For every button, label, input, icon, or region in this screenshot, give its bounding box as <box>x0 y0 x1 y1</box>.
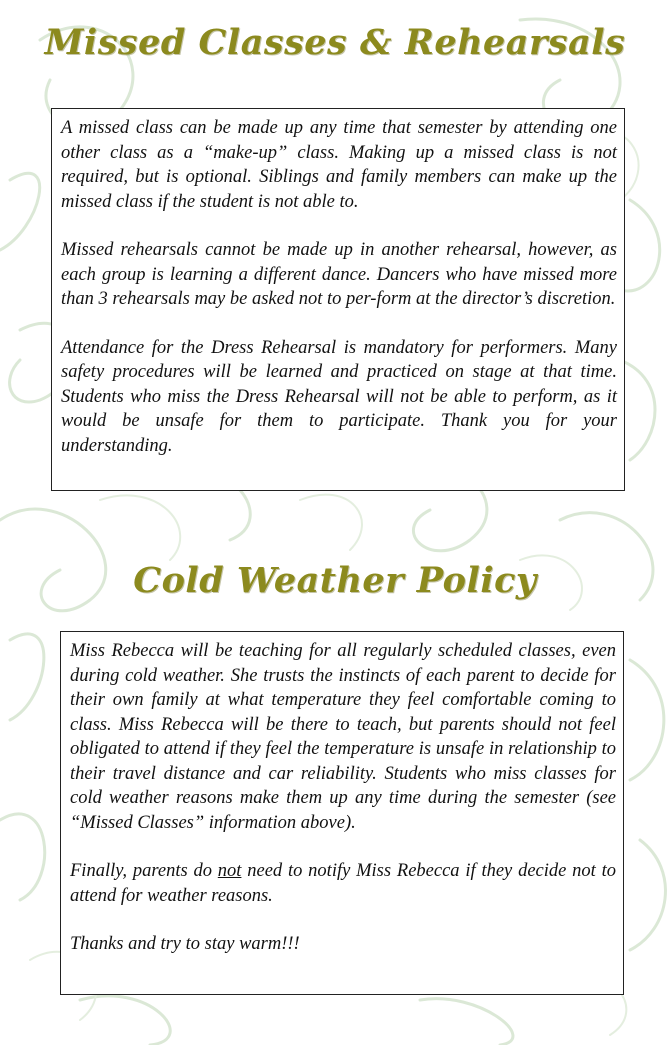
paragraph: Thanks and try to stay warm!!! <box>70 934 300 954</box>
cold-weather-text-box <box>60 631 624 995</box>
paragraph: A missed class can be made up any time that semester by attending one other class as a “make-up” class. Making up a missed class is not required, but is optional. Siblings and family members can make up the missed class if the student is not able to. <box>61 118 617 212</box>
underlined-word: not <box>217 861 242 881</box>
text-span: Finally, parents do <box>70 861 218 881</box>
paragraph: Attendance for the Dress Rehearsal is mandatory for performers. Many safety procedures will be learned and practiced on stage at that time. Students who miss the Dress Rehearsal will not be able to perform, as it would be unsafe for them to participate. Thank you for your understanding. <box>61 337 617 456</box>
paragraph <box>70 859 616 908</box>
section-heading-cold-weather: Cold Weather Policy <box>133 560 537 601</box>
text-span: need to notify Miss Rebecca if they decide not to attend for weather reasons. <box>70 861 616 906</box>
paragraph: Miss Rebecca will be teaching for all regularly scheduled classes, even during cold weather. She trusts the instincts of each parent to decide for their own family at what temperature they feel comfortable coming to class. Miss Rebecca will be there to teach, but parents should not feel obligated to attend if they feel the temperature is unsafe in relationship to their travel distance and car reliability. Students who miss classes for cold weather reasons make them up any time during the semester (see “Missed Classes” information above). <box>70 641 616 833</box>
missed-classes-text-box <box>51 108 625 491</box>
paragraph: Missed rehearsals cannot be made up in another rehearsal, however, as each group is learning a different dance. Dancers who have missed more than 3 rehearsals may be asked not to per-form at the director’s discretion. <box>61 240 617 309</box>
section-heading-missed-classes: Missed Classes & Rehearsals <box>44 22 626 63</box>
